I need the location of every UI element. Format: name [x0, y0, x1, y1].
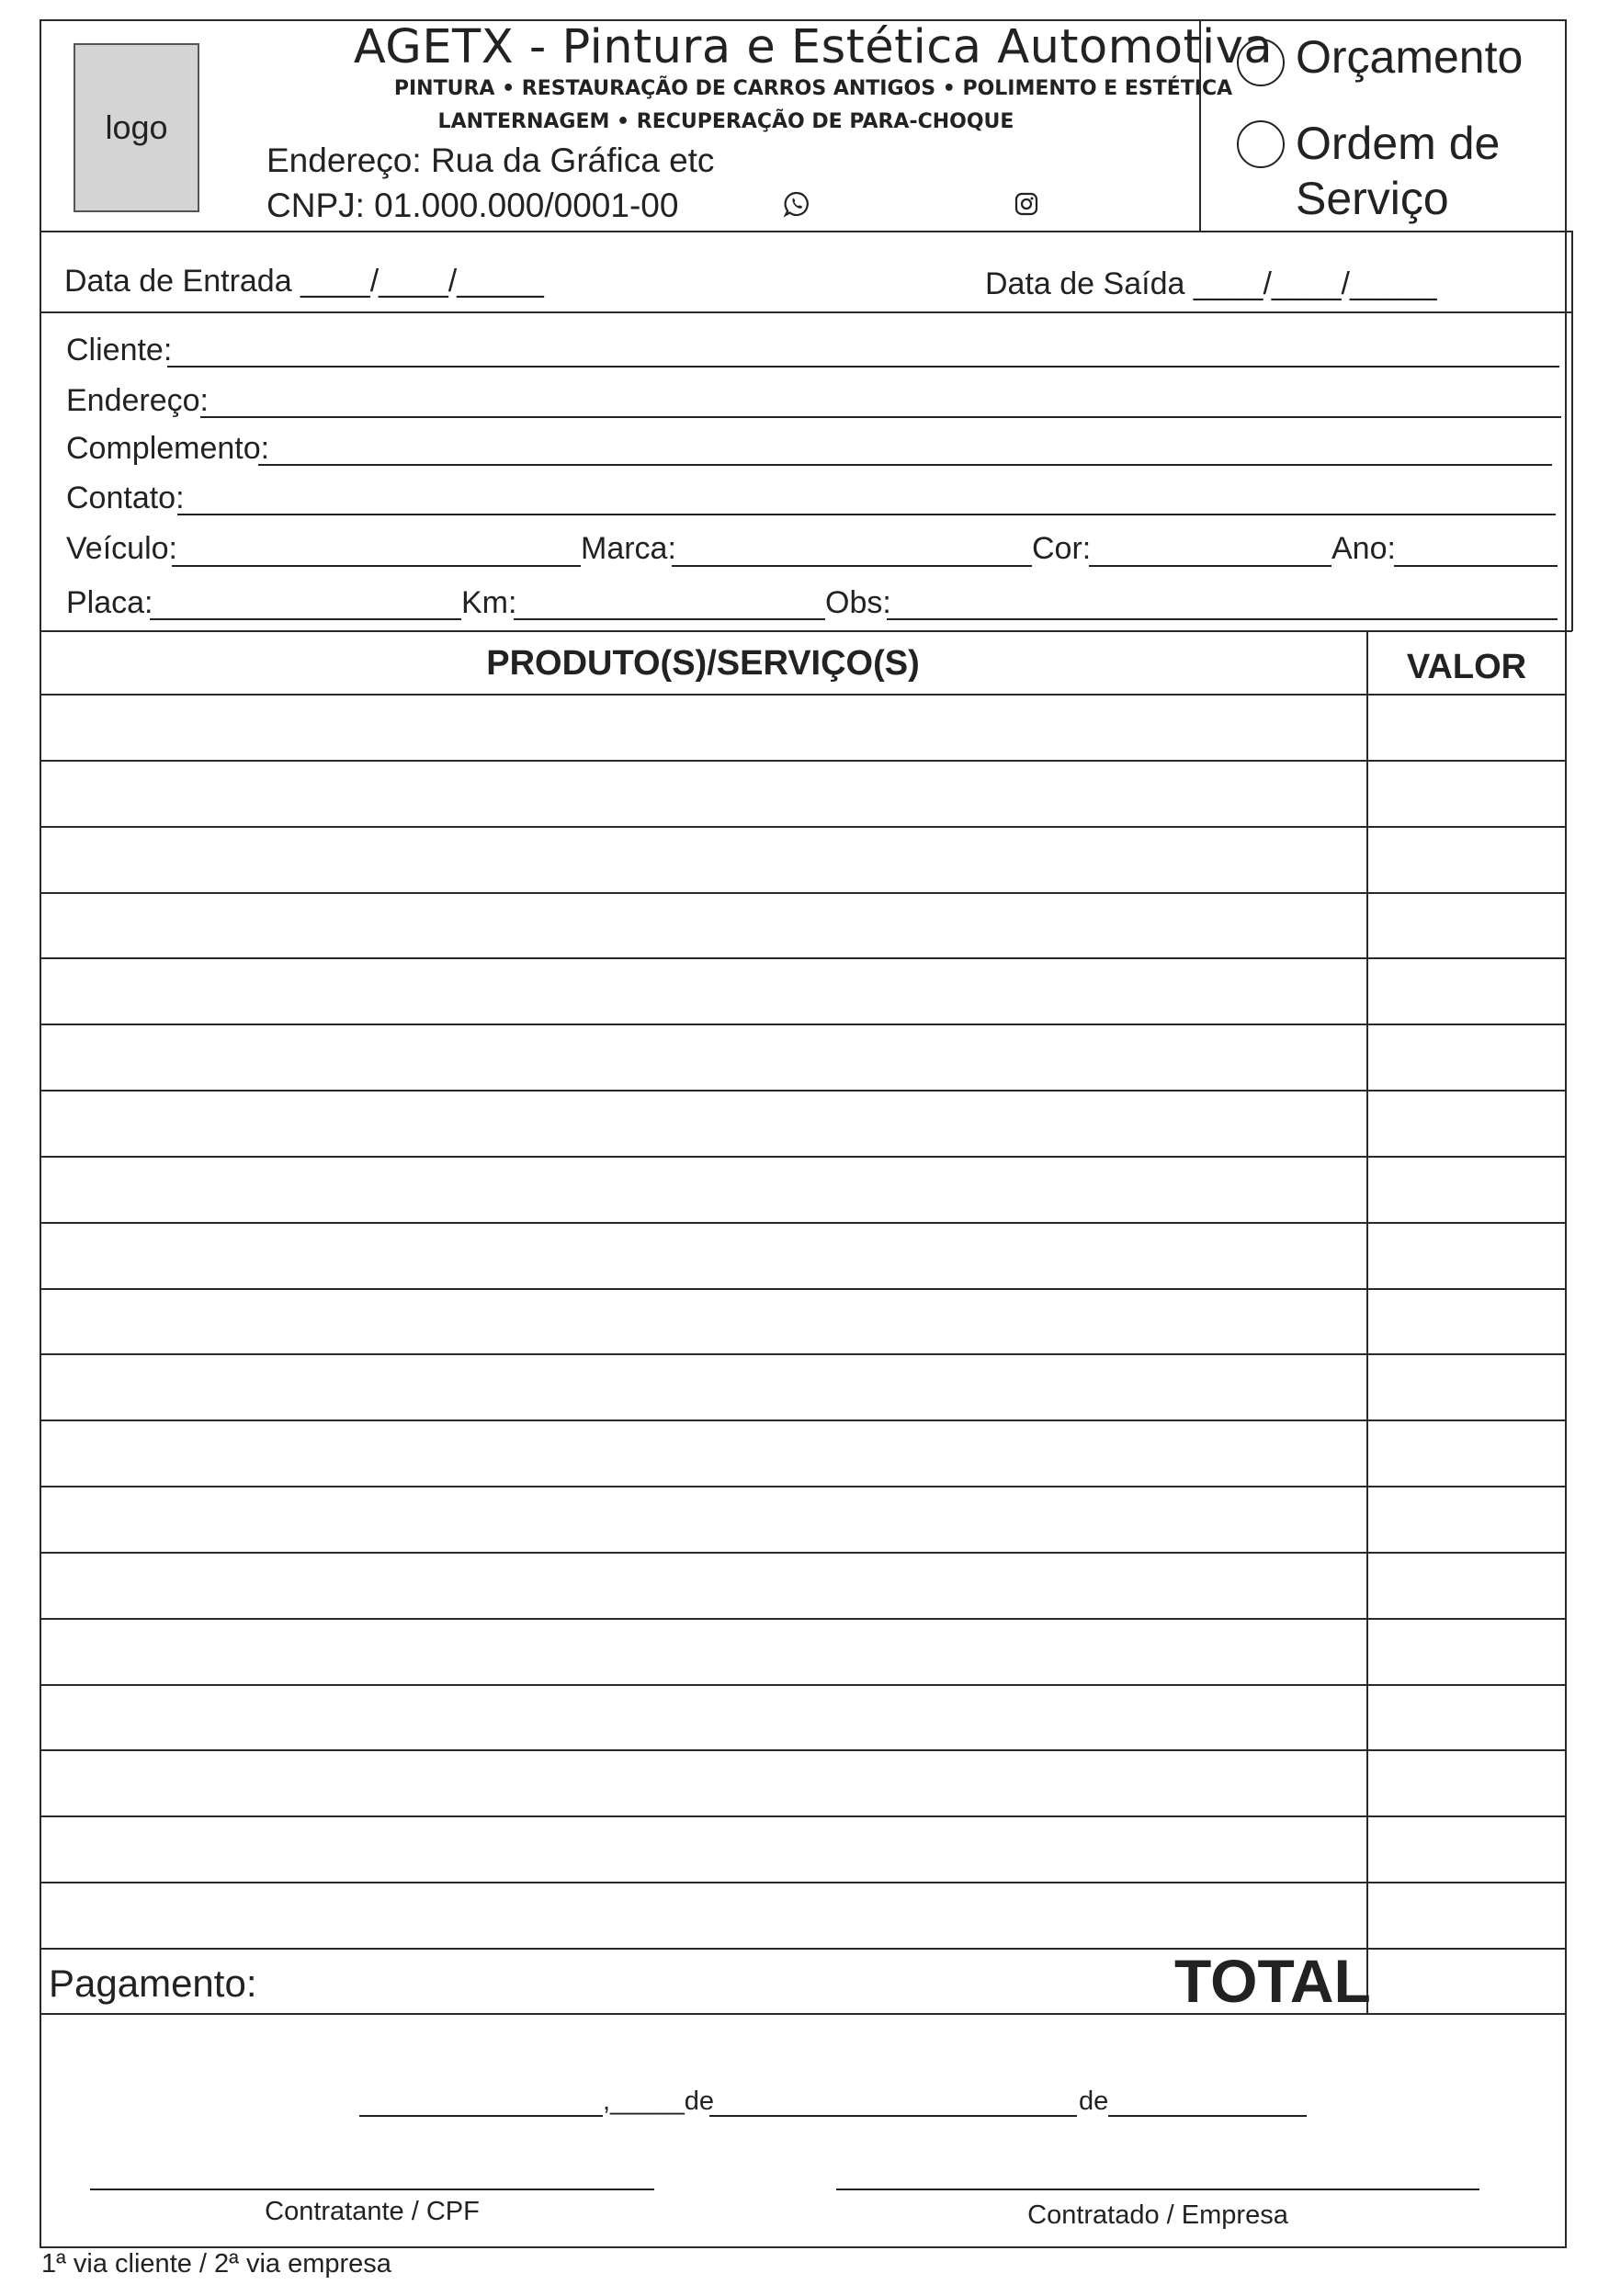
table-row[interactable]	[41, 1355, 1365, 1419]
contratante-label: Contratante / CPF	[265, 2197, 480, 2226]
pagamento-label: Pagamento:	[49, 1962, 257, 2005]
table-row[interactable]	[41, 959, 1365, 1023]
ano-label: Ano:	[1331, 531, 1396, 566]
contratante-signature-line[interactable]	[90, 2189, 654, 2190]
veiculo-field[interactable]	[172, 565, 581, 567]
company-cnpj: CNPJ: 01.000.000/0001-00	[266, 187, 679, 224]
endereco-field[interactable]	[200, 416, 1561, 418]
header-bottom-border	[40, 231, 1572, 232]
dates-divider	[40, 311, 1572, 313]
logo-text: logo	[105, 108, 168, 146]
marca-label: Marca:	[581, 531, 676, 566]
company-address: Endereço: Rua da Gráfica etc	[266, 141, 715, 179]
placa-label: Placa:	[66, 585, 153, 620]
date-de-1: ,_____de	[603, 2087, 714, 2116]
obs-field[interactable]	[887, 618, 1558, 620]
table-row[interactable]	[41, 1883, 1365, 1947]
ordem-servico-label-1: Ordem de	[1296, 118, 1501, 169]
veiculo-label: Veículo:	[66, 531, 177, 566]
table-row[interactable]	[41, 1487, 1365, 1551]
table-row[interactable]	[41, 1290, 1365, 1353]
contato-label: Contato:	[66, 481, 185, 515]
whatsapp-icon	[783, 190, 810, 218]
obs-label: Obs:	[825, 585, 891, 620]
orcamento-radio[interactable]	[1237, 39, 1285, 86]
cliente-field[interactable]	[167, 366, 1559, 368]
cidade-field[interactable]	[359, 2115, 603, 2117]
valor-header: VALOR	[1406, 648, 1527, 686]
data-saida-field[interactable]: Data de Saída ____/____/_____	[985, 266, 1437, 301]
km-field[interactable]	[514, 618, 825, 620]
table-row[interactable]	[41, 696, 1365, 759]
table-row[interactable]	[41, 1091, 1365, 1155]
table-row[interactable]	[41, 762, 1365, 825]
ano-field[interactable]	[1394, 565, 1558, 567]
table-row[interactable]	[41, 1751, 1365, 1815]
table-row[interactable]	[41, 1817, 1365, 1881]
complemento-label: Complemento:	[66, 431, 270, 466]
logo-placeholder	[74, 43, 199, 212]
cor-field[interactable]	[1089, 565, 1331, 567]
km-label: Km:	[461, 585, 517, 620]
services-line-2: LANTERNAGEM • RECUPERAÇÃO DE PARA-CHOQUE	[437, 110, 1014, 133]
dia-mes-field[interactable]	[709, 2115, 1077, 2117]
placa-field[interactable]	[150, 618, 461, 620]
table-row[interactable]	[41, 1620, 1365, 1683]
produto-servico-header: PRODUTO(S)/SERVIÇO(S)	[486, 644, 920, 683]
table-row[interactable]	[41, 1421, 1365, 1485]
services-line-1: PINTURA • RESTAURAÇÃO DE CARROS ANTIGOS • POLIMENTO E ESTÉTICA	[393, 77, 1233, 100]
table-column-divider	[1366, 630, 1368, 2013]
contratado-signature-line[interactable]	[836, 2189, 1479, 2190]
cor-label: Cor:	[1032, 531, 1092, 566]
ano-data-field[interactable]	[1108, 2115, 1307, 2117]
total-bottom-border	[40, 2013, 1567, 2015]
customer-box-right-border	[1571, 231, 1573, 631]
ordem-servico-radio[interactable]	[1237, 120, 1285, 168]
table-row[interactable]	[41, 828, 1365, 891]
date-de-2: de	[1079, 2087, 1109, 2116]
table-row[interactable]	[41, 1224, 1365, 1287]
complemento-field[interactable]	[258, 464, 1552, 466]
vias-note: 1ª via cliente / 2ª via empresa	[41, 2249, 391, 2279]
table-row[interactable]	[41, 1158, 1365, 1221]
cliente-label: Cliente:	[66, 333, 173, 368]
ordem-servico-label-2: Serviço	[1296, 173, 1449, 224]
company-title: AGETX - Pintura e Estética Automotiva	[353, 20, 1274, 74]
total-label: TOTAL	[1174, 1947, 1371, 2015]
contratado-label: Contratado / Empresa	[1027, 2200, 1288, 2230]
table-row[interactable]	[41, 1025, 1365, 1089]
table-row[interactable]	[41, 1554, 1365, 1617]
table-row[interactable]	[41, 894, 1365, 957]
instagram-icon	[1014, 192, 1038, 216]
table-row[interactable]	[41, 1686, 1365, 1749]
orcamento-label: Orçamento	[1296, 31, 1524, 83]
endereco-label: Endereço:	[66, 383, 209, 418]
header-divider	[1199, 19, 1201, 232]
marca-field[interactable]	[672, 565, 1032, 567]
data-entrada-field[interactable]: Data de Entrada ____/____/_____	[64, 264, 544, 299]
table-top-border	[40, 630, 1572, 632]
contato-field[interactable]	[177, 514, 1556, 515]
